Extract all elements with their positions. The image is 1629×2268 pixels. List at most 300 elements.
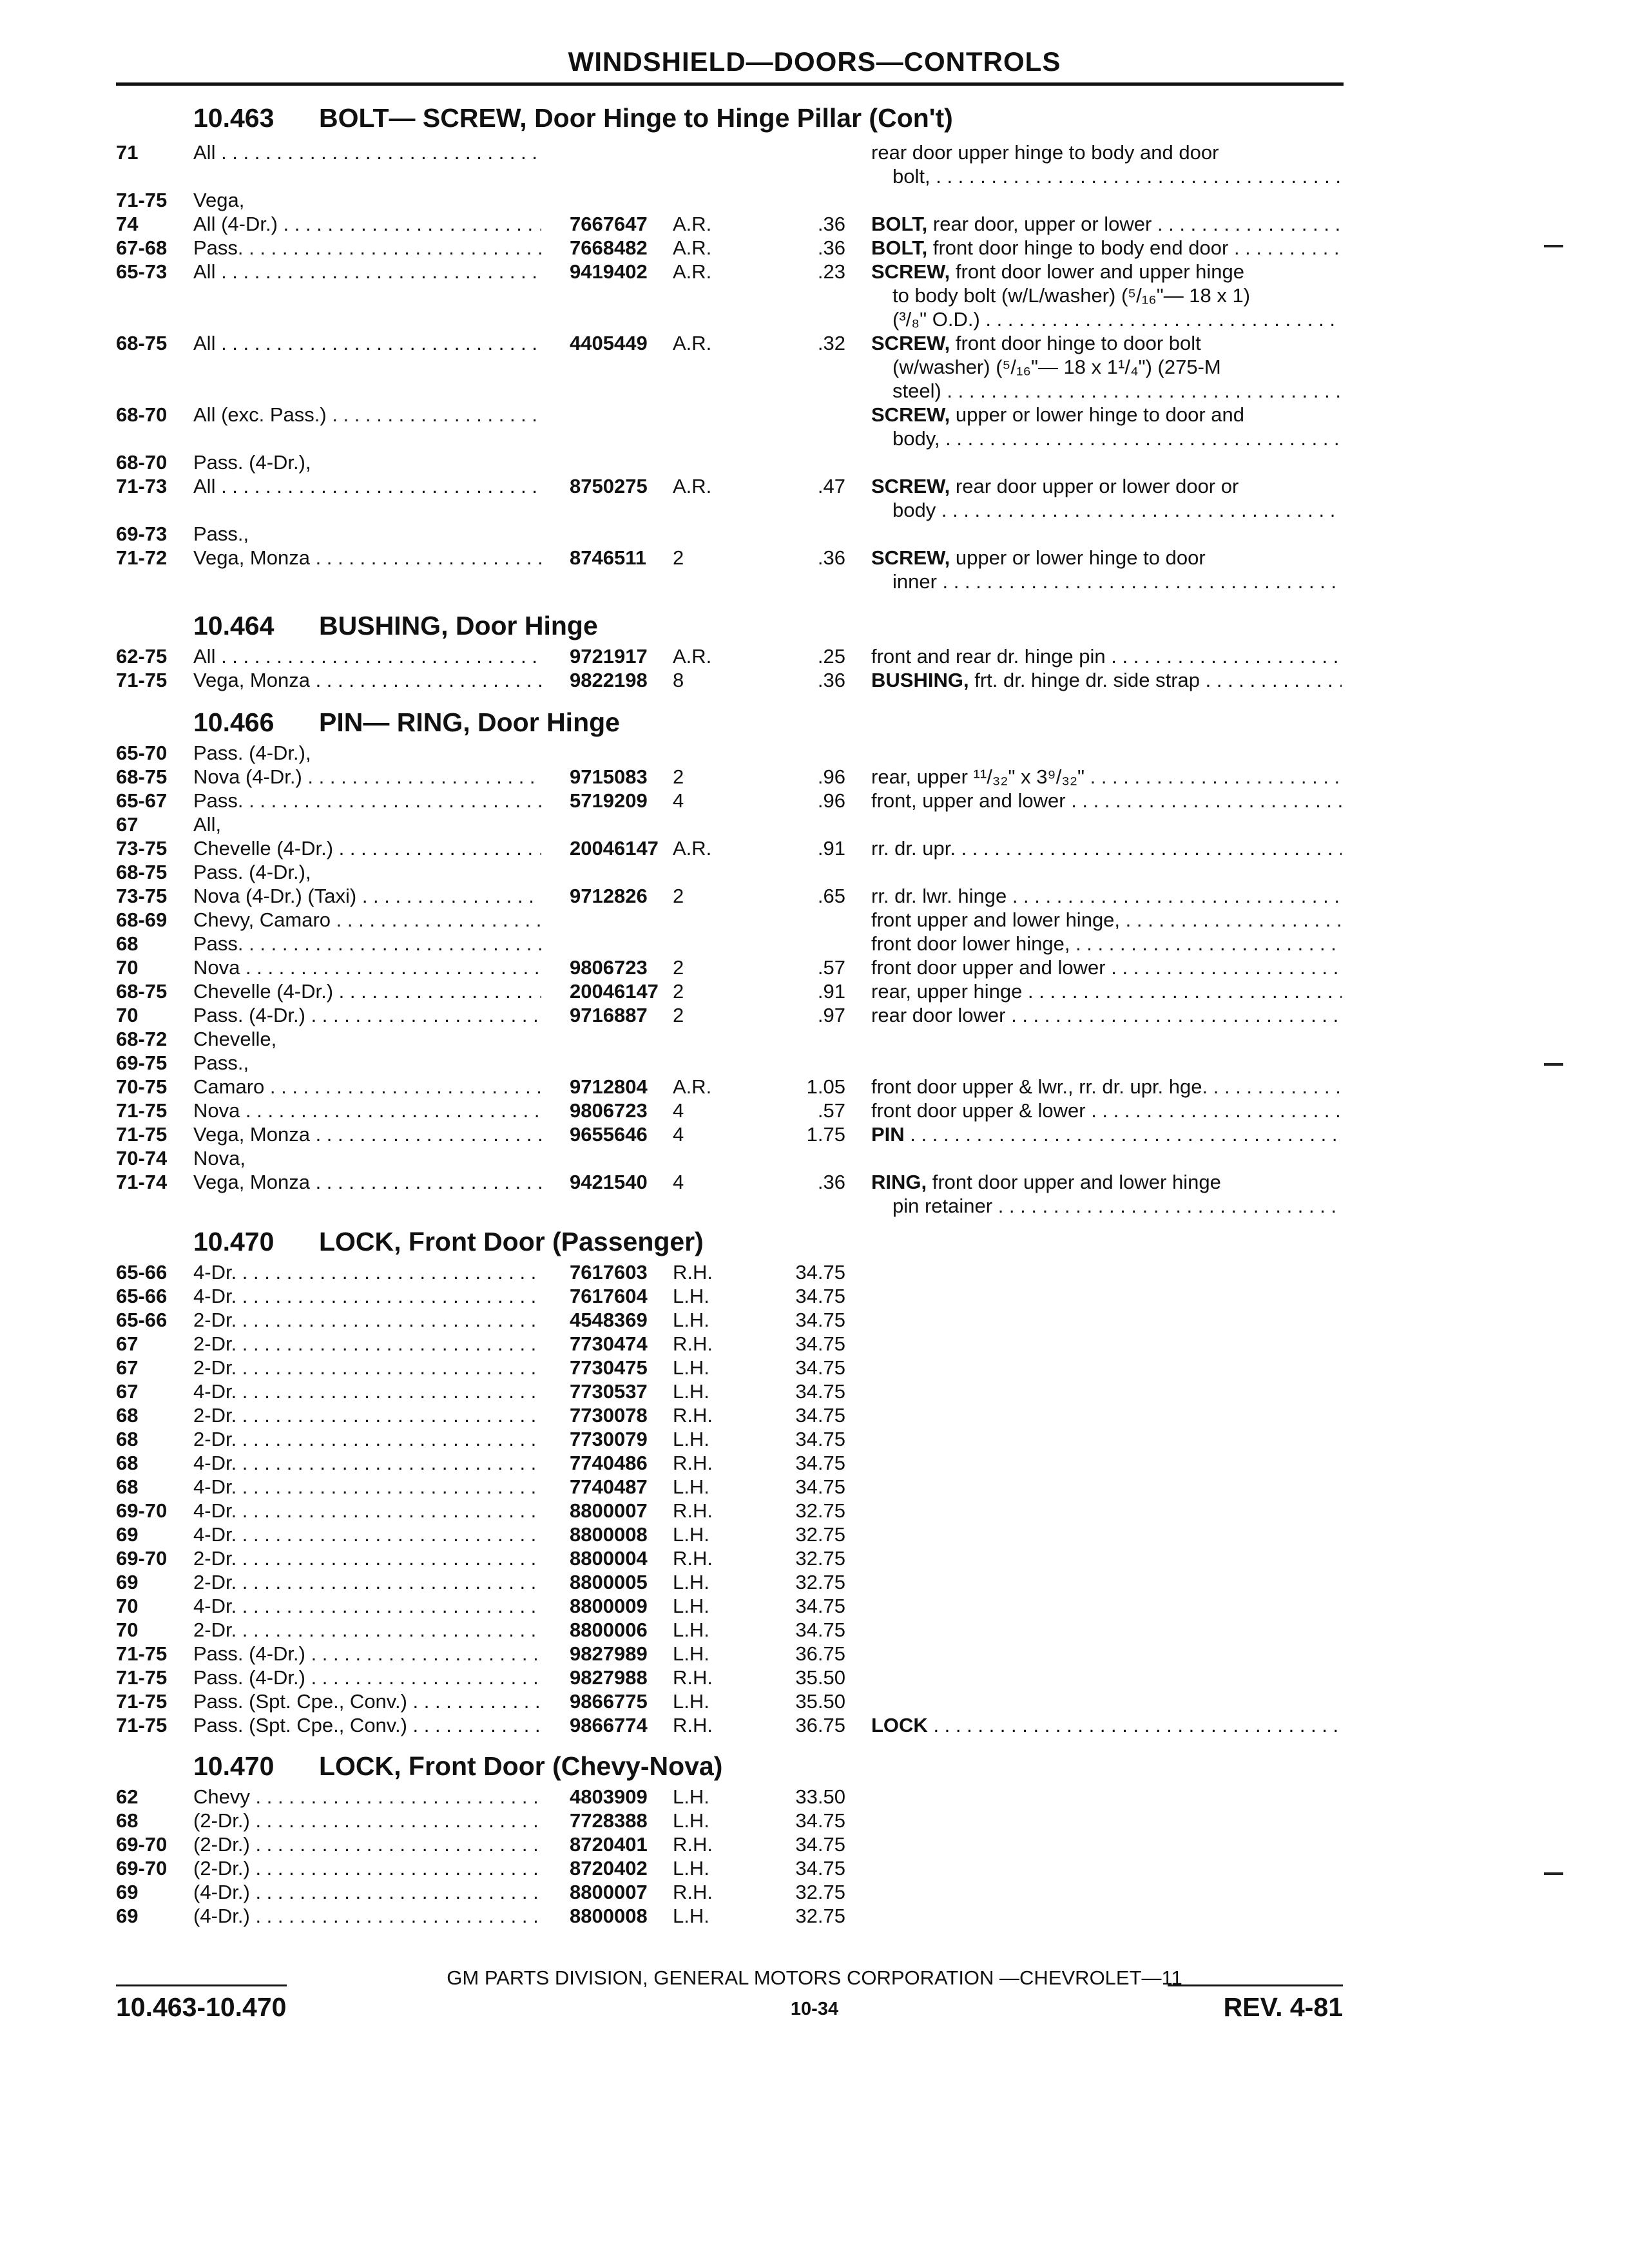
- model-application: [193, 741, 541, 765]
- footer-group-range: 10.463-10.470: [116, 1992, 287, 2022]
- description-text: rear door, upper or lower: [932, 213, 1152, 235]
- model-year: 69-70: [116, 1857, 168, 1879]
- section-title: BOLT— SCREW, Door Hinge to Hinge Pillar (Con't): [319, 103, 953, 133]
- price: 34.75: [795, 1833, 845, 1856]
- part-number: 20046147: [570, 980, 659, 1003]
- model-text: (2-Dr.) . . .: [193, 1833, 541, 1856]
- quantity: 2: [673, 956, 684, 979]
- price: 34.75: [795, 1285, 845, 1307]
- model-application: [193, 1570, 541, 1595]
- description-continued: bolt, . . .: [892, 164, 1342, 189]
- quantity: A.R.: [673, 475, 712, 497]
- description: [871, 1075, 1342, 1099]
- model-application: [193, 1284, 541, 1309]
- model-text: 4-Dr. . . .: [193, 1261, 541, 1283]
- model-year: 68-70: [116, 403, 168, 426]
- model-application: [193, 812, 541, 837]
- model-application: [193, 1713, 541, 1738]
- description: [871, 474, 1342, 499]
- part-number: 9827988: [570, 1666, 648, 1689]
- description-keyword: RING,: [871, 1171, 927, 1193]
- part-number: 7730474: [570, 1332, 648, 1355]
- description-text: front door lower hinge,: [871, 932, 1070, 955]
- description-text: rear, upper ¹¹/₃₂" x 3⁹/₃₂": [871, 765, 1084, 788]
- part-number: 8720402: [570, 1857, 648, 1879]
- model-text: Chevy, Camaro . . .: [193, 908, 541, 931]
- quantity: L.H.: [673, 1571, 709, 1593]
- price: .32: [817, 332, 845, 354]
- model-year: 68-75: [116, 332, 168, 354]
- model-text: All . . .: [193, 332, 541, 354]
- part-number: 4548369: [570, 1309, 648, 1331]
- model-year: 73-75: [116, 885, 168, 907]
- model-application: [193, 1170, 541, 1195]
- model-year: 69: [116, 1881, 139, 1903]
- model-year: 70: [116, 1619, 139, 1641]
- description: [871, 836, 1342, 861]
- description: [871, 908, 1342, 932]
- quantity: 8: [673, 669, 684, 691]
- model-text: 4-Dr. . . .: [193, 1452, 541, 1474]
- model-application: [193, 1666, 541, 1690]
- quantity: 2: [673, 1004, 684, 1026]
- part-number: 5719209: [570, 789, 648, 812]
- description-text: front door upper and lower: [871, 956, 1106, 979]
- model-text: 2-Dr. . . .: [193, 1404, 541, 1427]
- description: [871, 1713, 1342, 1738]
- part-number: 7730537: [570, 1380, 648, 1403]
- quantity: A.R.: [673, 1075, 712, 1098]
- description-continued: body, . . .: [892, 427, 1342, 451]
- quantity: R.H.: [673, 1452, 713, 1474]
- model-text: All (exc. Pass.) . . .: [193, 403, 541, 426]
- model-application: [193, 979, 541, 1004]
- quantity: L.H.: [673, 1905, 709, 1927]
- description-keyword: SCREW,: [871, 332, 950, 354]
- price: 34.75: [795, 1309, 845, 1331]
- model-application: [193, 1332, 541, 1356]
- model-text: Pass. (4-Dr.),: [193, 861, 311, 883]
- part-number: 8800009: [570, 1595, 648, 1617]
- quantity: R.H.: [673, 1404, 713, 1427]
- model-text: 4-Dr. . . .: [193, 1475, 541, 1498]
- price: 33.50: [795, 1785, 845, 1808]
- footer-publisher: GM PARTS DIVISION, GENERAL MOTORS CORPORATION —CHEVROLET—11: [447, 1966, 1182, 1989]
- quantity: A.R.: [673, 645, 712, 668]
- model-year: 71-73: [116, 475, 168, 497]
- quantity: L.H.: [673, 1642, 709, 1665]
- model-text: Chevy . . .: [193, 1785, 541, 1808]
- description-continued: (w/washer) (⁵/₁₆"— 18 x 1¹/₄") (275-M: [892, 356, 1221, 378]
- price: .65: [817, 885, 845, 907]
- model-application: [193, 644, 541, 669]
- model-year: 68-75: [116, 861, 168, 883]
- model-application: [193, 1027, 541, 1052]
- description: [871, 546, 1342, 570]
- quantity: R.H.: [673, 1499, 713, 1522]
- model-text: 2-Dr. . . .: [193, 1547, 541, 1570]
- model-text: Chevelle (4-Dr.) . . .: [193, 980, 541, 1003]
- model-text: All,: [193, 813, 222, 836]
- price: .36: [817, 669, 845, 691]
- description-continued: inner . . .: [892, 570, 1342, 594]
- model-text: 2-Dr. . . .: [193, 1309, 541, 1331]
- model-year: 67-68: [116, 236, 168, 259]
- price: 34.75: [795, 1261, 845, 1283]
- description-keyword: LOCK: [871, 1714, 928, 1736]
- part-number: 8800008: [570, 1905, 648, 1927]
- price: .57: [817, 956, 845, 979]
- description: [871, 932, 1342, 956]
- model-text: Nova (4-Dr.) . . .: [193, 765, 541, 788]
- model-year: 67: [116, 813, 139, 836]
- model-application: [193, 1594, 541, 1619]
- part-number: 9712826: [570, 885, 648, 907]
- price: 32.75: [795, 1547, 845, 1570]
- description: [871, 140, 1342, 165]
- model-year: 68: [116, 1475, 139, 1498]
- price: 35.50: [795, 1666, 845, 1689]
- description-text: front and rear dr. hinge pin: [871, 645, 1106, 668]
- model-text: All . . .: [193, 645, 541, 668]
- quantity: 4: [673, 1123, 684, 1146]
- description-text: front door upper and lower hinge: [932, 1171, 1221, 1193]
- model-text: (2-Dr.) . . .: [193, 1809, 541, 1832]
- part-number: 7730475: [570, 1356, 648, 1379]
- price: 1.75: [806, 1123, 845, 1146]
- description-text: upper or lower hinge to door: [955, 546, 1206, 569]
- description-text: frt. dr. hinge dr. side strap: [974, 669, 1200, 691]
- model-text: Vega, Monza . . .: [193, 546, 541, 569]
- description: [871, 884, 1342, 908]
- header-rule: [116, 82, 1344, 86]
- price: 36.75: [795, 1642, 845, 1665]
- section-heading: [193, 1751, 722, 1782]
- model-text: 4-Dr. . . .: [193, 1499, 541, 1522]
- price: 36.75: [795, 1714, 845, 1736]
- model-application: [193, 1379, 541, 1404]
- model-year: 71-75: [116, 1099, 168, 1122]
- part-number: 9419402: [570, 260, 648, 283]
- part-number: 4803909: [570, 1785, 648, 1808]
- price: 35.50: [795, 1690, 845, 1713]
- description: [871, 403, 1342, 427]
- model-year: 68: [116, 1428, 139, 1450]
- part-number: 7730079: [570, 1428, 648, 1450]
- model-application: [193, 1099, 541, 1123]
- model-application: [193, 1809, 541, 1833]
- model-application: [193, 260, 541, 284]
- description-continued: to body bolt (w/L/washer) (⁵/₁₆"— 18 x 1): [892, 284, 1251, 307]
- model-application: [193, 1451, 541, 1475]
- model-year: 71: [116, 141, 139, 164]
- model-application: [193, 789, 541, 813]
- model-text: Pass. (4-Dr.),: [193, 451, 311, 474]
- model-year: 68: [116, 1404, 139, 1427]
- model-application: [193, 1880, 541, 1905]
- model-application: [193, 1832, 541, 1857]
- quantity: A.R.: [673, 837, 712, 860]
- description: [871, 1099, 1342, 1123]
- part-number: 9715083: [570, 765, 648, 788]
- margin-mark: [1544, 1872, 1563, 1875]
- model-year: 65-66: [116, 1309, 168, 1331]
- model-text: Vega, Monza . . .: [193, 1171, 541, 1193]
- model-year: 69-70: [116, 1547, 168, 1570]
- model-year: 68-75: [116, 980, 168, 1003]
- description: [871, 956, 1342, 980]
- quantity: R.H.: [673, 1332, 713, 1355]
- model-year: 71-74: [116, 1171, 168, 1193]
- description-text: rr. dr. lwr. hinge: [871, 885, 1007, 907]
- description-keyword: SCREW,: [871, 546, 950, 569]
- model-text: All . . .: [193, 141, 541, 164]
- price: 34.75: [795, 1857, 845, 1879]
- model-text: Chevelle (4-Dr.) . . .: [193, 837, 541, 860]
- quantity: R.H.: [673, 1714, 713, 1736]
- model-text: (4-Dr.) . . .: [193, 1905, 541, 1927]
- model-year: 68: [116, 1452, 139, 1474]
- quantity: 2: [673, 980, 684, 1003]
- model-year: 71-75: [116, 1714, 168, 1736]
- quantity: 2: [673, 546, 684, 569]
- price: 32.75: [795, 1881, 845, 1903]
- price: 34.75: [795, 1428, 845, 1450]
- part-number: 8800008: [570, 1523, 648, 1546]
- section-number: 10.464: [193, 611, 275, 640]
- description-keyword: SCREW,: [871, 475, 950, 497]
- model-application: [193, 403, 541, 427]
- model-application: [193, 1475, 541, 1499]
- part-number: 9806723: [570, 956, 648, 979]
- model-text: Pass.,: [193, 1052, 249, 1074]
- quantity: L.H.: [673, 1595, 709, 1617]
- price: .96: [817, 789, 845, 812]
- part-number: 9712804: [570, 1075, 648, 1098]
- model-text: Nova . . .: [193, 1099, 541, 1122]
- section-heading: [193, 1227, 704, 1257]
- model-text: Pass. (4-Dr.),: [193, 742, 311, 764]
- model-year: 62: [116, 1785, 139, 1808]
- section-number: 10.463: [193, 103, 275, 133]
- price: 34.75: [795, 1332, 845, 1355]
- part-number: 7740486: [570, 1452, 648, 1474]
- quantity: R.H.: [673, 1833, 713, 1856]
- part-number: 9655646: [570, 1123, 648, 1146]
- description-continued: body . . .: [892, 498, 1342, 523]
- model-text: Vega, Monza . . .: [193, 669, 541, 691]
- model-year: 70-75: [116, 1075, 168, 1098]
- part-number: 4405449: [570, 332, 648, 354]
- description-text: front door hinge to body end door: [932, 236, 1229, 259]
- model-application: [193, 450, 541, 475]
- model-year: 71-75: [116, 669, 168, 691]
- model-year: 62-75: [116, 645, 168, 668]
- model-year: 71-75: [116, 1690, 168, 1713]
- model-year: 65-66: [116, 1285, 168, 1307]
- model-year: 73-75: [116, 837, 168, 860]
- quantity: L.H.: [673, 1475, 709, 1498]
- section-title: BUSHING, Door Hinge: [319, 611, 598, 640]
- price: 32.75: [795, 1499, 845, 1522]
- part-number: 9822198: [570, 669, 648, 691]
- quantity: R.H.: [673, 1261, 713, 1283]
- description-keyword: BOLT,: [871, 213, 928, 235]
- model-year: 70: [116, 1004, 139, 1026]
- price: .36: [817, 546, 845, 569]
- model-application: [193, 1546, 541, 1571]
- model-text: 2-Dr. . . .: [193, 1619, 541, 1641]
- model-application: [193, 1689, 541, 1714]
- price: .97: [817, 1004, 845, 1026]
- model-application: [193, 212, 541, 236]
- description: [871, 1003, 1342, 1028]
- model-text: Vega, Monza . . .: [193, 1123, 541, 1146]
- quantity: 2: [673, 885, 684, 907]
- model-text: Nova (4-Dr.) (Taxi) . . .: [193, 885, 541, 907]
- model-year: 68: [116, 1809, 139, 1832]
- part-number: 9827989: [570, 1642, 648, 1665]
- section-heading: [193, 103, 953, 133]
- quantity: 4: [673, 1171, 684, 1193]
- footer-page-number: 10-34: [790, 1999, 839, 2019]
- price: .36: [817, 236, 845, 259]
- price: .25: [817, 645, 845, 668]
- price: 34.75: [795, 1619, 845, 1641]
- model-application: [193, 1856, 541, 1881]
- quantity: L.H.: [673, 1809, 709, 1832]
- model-year: 68: [116, 932, 139, 955]
- price: .36: [817, 213, 845, 235]
- model-year: 67: [116, 1356, 139, 1379]
- quantity: A.R.: [673, 236, 712, 259]
- price: .23: [817, 260, 845, 283]
- part-number: 8800006: [570, 1619, 648, 1641]
- model-text: 4-Dr. . . .: [193, 1285, 541, 1307]
- price: 34.75: [795, 1380, 845, 1403]
- part-number: 20046147: [570, 837, 659, 860]
- model-year: 68-75: [116, 765, 168, 788]
- price: 34.75: [795, 1452, 845, 1474]
- quantity: R.H.: [673, 1547, 713, 1570]
- model-text: Pass. (4-Dr.) . . .: [193, 1642, 541, 1665]
- model-text: 2-Dr. . . .: [193, 1571, 541, 1593]
- model-year: 65-70: [116, 742, 168, 764]
- model-application: [193, 522, 541, 546]
- quantity: A.R.: [673, 332, 712, 354]
- quantity: L.H.: [673, 1356, 709, 1379]
- model-text: Pass. (4-Dr.) . . .: [193, 1004, 541, 1026]
- model-year: 71-72: [116, 546, 168, 569]
- model-application: [193, 188, 541, 213]
- model-application: [193, 1122, 541, 1147]
- section-title: PIN— RING, Door Hinge: [319, 707, 620, 737]
- model-year: 68-69: [116, 908, 168, 931]
- price: 34.75: [795, 1595, 845, 1617]
- model-year: 71-75: [116, 1666, 168, 1689]
- quantity: 4: [673, 789, 684, 812]
- model-text: (2-Dr.) . . .: [193, 1857, 541, 1879]
- description-text: rear door upper or lower door or: [955, 475, 1239, 497]
- description-continued: steel) . . .: [892, 379, 1342, 403]
- model-application: [193, 908, 541, 932]
- part-number: 7667647: [570, 213, 648, 235]
- model-year: 70: [116, 1595, 139, 1617]
- description-keyword: PIN: [871, 1123, 905, 1146]
- price: .91: [817, 837, 845, 860]
- price: 32.75: [795, 1571, 845, 1593]
- description-text: front, upper and lower: [871, 789, 1066, 812]
- model-text: Nova . . .: [193, 956, 541, 979]
- quantity: L.H.: [673, 1523, 709, 1546]
- section-heading: [193, 707, 620, 738]
- part-number: 7730078: [570, 1404, 648, 1427]
- model-application: [193, 884, 541, 908]
- model-year: 69: [116, 1523, 139, 1546]
- model-year: 70-74: [116, 1147, 168, 1169]
- price: 34.75: [795, 1404, 845, 1427]
- model-year: 71-75: [116, 189, 168, 211]
- description-text: rear door lower: [871, 1004, 1006, 1026]
- description-text: rear, upper hinge: [871, 980, 1023, 1003]
- quantity: L.H.: [673, 1857, 709, 1879]
- part-number: 8800004: [570, 1547, 648, 1570]
- model-year: 69-70: [116, 1833, 168, 1856]
- section-number: 10.470: [193, 1227, 275, 1256]
- description-text: front door lower and upper hinge: [955, 260, 1244, 283]
- description-keyword: SCREW,: [871, 403, 950, 426]
- description: [871, 1170, 1342, 1195]
- quantity: 4: [673, 1099, 684, 1122]
- part-number: 8746511: [570, 546, 646, 569]
- model-application: [193, 860, 541, 885]
- model-application: [193, 1075, 541, 1099]
- model-application: [193, 932, 541, 956]
- model-text: Vega,: [193, 189, 245, 211]
- model-year: 69-75: [116, 1052, 168, 1074]
- model-text: Pass. . . .: [193, 932, 541, 955]
- part-number: 9716887: [570, 1004, 648, 1026]
- model-text: Pass. . . .: [193, 789, 541, 812]
- model-year: 67: [116, 1332, 139, 1355]
- model-application: [193, 474, 541, 499]
- description: [871, 236, 1342, 260]
- model-text: Pass.,: [193, 523, 249, 545]
- model-year: 74: [116, 213, 139, 235]
- model-year: 68-70: [116, 451, 168, 474]
- price: 34.75: [795, 1809, 845, 1832]
- model-text: 4-Dr. . . .: [193, 1595, 541, 1617]
- quantity: R.H.: [673, 1666, 713, 1689]
- model-text: 2-Dr. . . .: [193, 1428, 541, 1450]
- page-title: WINDSHIELD—DOORS—CONTROLS: [568, 46, 1061, 77]
- model-application: [193, 1308, 541, 1332]
- model-application: [193, 1051, 541, 1075]
- description-continued: (³/₈" O.D.) . . .: [892, 307, 1342, 332]
- section-number: 10.466: [193, 707, 275, 737]
- part-number: 9721917: [570, 645, 648, 668]
- model-application: [193, 1499, 541, 1523]
- model-text: All (4-Dr.) . . .: [193, 213, 541, 235]
- model-application: [193, 668, 541, 693]
- model-application: [193, 236, 541, 260]
- price: 1.05: [806, 1075, 845, 1098]
- model-text: Camaro . . .: [193, 1075, 541, 1098]
- quantity: L.H.: [673, 1285, 709, 1307]
- model-application: [193, 331, 541, 356]
- price: 34.75: [795, 1475, 845, 1498]
- quantity: 2: [673, 765, 684, 788]
